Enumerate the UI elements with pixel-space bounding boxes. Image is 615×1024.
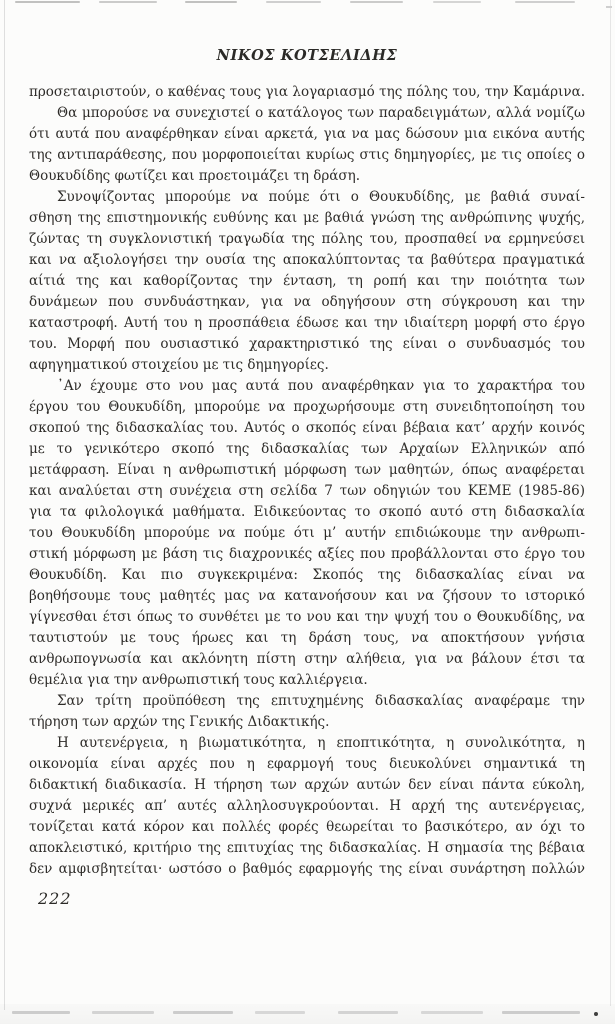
scan-artifact-dash [99,1,157,3]
scan-artifact-dash [185,1,237,3]
text-line: ζώντας τη συγκλονιστική τραγωδία της πόλης του, προσπαθεί να ερμηνεύσει [29,231,585,247]
scan-artifact-dash [421,1011,483,1014]
text-line: σκοπού της διδασκαλίας του. Αυτός ο σκοπός είναι βέβαια κατ’ αρχήν κοινός [29,420,585,436]
text-line: προσεταιριστούν, ο καθένας τους για λογαριασμό της πόλης του, την Καμάρινα. [29,84,585,100]
text-line: διδακτική διαδικασία. Η τήρηση των αρχών αυτών δεν είναι πάντα εύκολη, [29,777,585,793]
text-line: δεν αμφισβητείται· ωστόσο ο βαθμός εφαρμογής της είναι συνάρτηση πολλών [29,861,585,877]
scan-artifact-dot [594,1012,598,1016]
text-line: δυνάμεων που συνδυάστηκαν, για να οδηγήσουν στη σύγκρουση και την [29,294,585,310]
page-right-edge-line [610,0,611,1006]
text-line: του. Μορφή που ουσιαστικό χαρακτηριστικό της είναι ο συνδυασμός του [29,336,585,352]
running-header: ΝΙΚΟΣ ΚΟΤΣΕΛΙΔΗΣ [216,47,398,64]
scan-artifact-dash [92,1011,154,1014]
text-line: τονίζεται κατά κόρον και πολλές φορές θεωρείται το βασικότερο, αν όχι το [29,819,585,835]
text-line: αίτιά της και καθορίζοντας την ένταση, τη ροπή και την ποιότητα των [29,273,585,289]
scan-artifact-dash [266,1,321,3]
text-line: και να αξιολογήσει την ουσία της αποκαλύπτοντας τα βαθύτερα πραγματικά [29,252,585,268]
text-line: ανθρωπογνωσία και ακλόνητη πίστη στην αλήθεια, για να βάλουν έτσι τα [29,651,585,667]
text-line: στική μόρφωση με βάση τις διαχρονικές αξίες που προβάλλονται στο έργο του [29,546,585,562]
scan-artifact-dash [515,1,575,3]
page-body [29,82,585,880]
text-line: ταυτιστούν με τους ήρωες και τη δράση τους, να αποκτήσουν γνήσια [29,630,585,646]
text-line: της αντιπαράθεσης, που μορφοποιείται κυρίως στις δημηγορίες, με τις οποίες ο [29,147,585,163]
text-line: αφηγηματικού στοιχείου με τις δημηγορίες. [29,357,329,373]
text-line: αποκλειστικό, κριτήριο της επιτυχίας της διδασκαλίας. Η σημασία της βέβαια [29,840,585,856]
scan-artifact-dash [338,1011,398,1014]
page-number: 222 [38,889,72,908]
text-line: συχνά μερικές απ’ αυτές αλληλοσυγκρούονται. Η αρχή της αυτενέργειας, [29,798,585,814]
text-line: Θα μπορούσε να συνεχιστεί ο κατάλογος των παραδειγμάτων, αλλά νομίζω [57,105,585,121]
scan-artifact-speck [606,6,612,8]
text-line: έργου του Θουκυδίδη, μπορούμε να προχωρήσουμε στη συνειδητοποίηση του [29,399,585,415]
scan-artifact-dash [173,1011,233,1014]
scan-artifact-dash [433,1,481,3]
text-line: για τα φιλολογικά μαθήματα. Ειδικεύοντας το σκοπό αυτό στη διδασκαλία [29,504,585,520]
scan-artifact-dash [350,1,403,3]
text-line: Συνοψίζοντας μπορούμε να πούμε ότι ο Θουκυδίδης, με βαθιά συναί- [57,189,585,205]
text-line: Θουκυδίδη. Και πιο συγκεκριμένα: Σκοπός της διδασκαλίας είναι να [29,567,585,583]
text-line: σθηση της επιστημονικής ευθύνης και με βαθιά γνώση της ανθρώπινης ψυχής, [29,210,585,226]
text-line: μετάφραση. Είναι η ανθρωπιστική μόρφωση των μαθητών, όπως αναφέρεται [29,462,585,478]
text-line: του Θουκυδίδη μπορούμε να πούμε ότι μ’ αυτήν επιδιώκουμε την ανθρωπι- [29,525,585,541]
text-line: Θουκυδίδης φωτίζει και προετοιμάζει τη δράση. [29,168,361,184]
text-line: ᾿Αν έχουμε στο νου μας αυτά που αναφέρθηκαν για το χαρακτήρα του [57,378,585,394]
text-line: οικονομία είναι αρχές που η εφαρμογή τους διευκολύνει σημαντικά τη [29,756,585,772]
page-bottom-shadow [0,1004,615,1024]
text-line: καταστροφή. Αυτή του η προσπάθεια έδωσε και την ιδιαίτερη μορφή στο έργο [29,315,585,331]
text-line: με το γενικότερο σκοπό της διδασκαλίας των Αρχαίων Ελληνικών από [29,441,585,457]
scan-artifact-dash [15,1,80,3]
text-line: θεμέλια για την ανθρωπιστική τους καλλιέργεια. [29,672,368,688]
text-line: γίγνεσθαι έτσι όπως το συνθέτει με το νου και την ψυχή του ο Θουκυδίδης, να [29,609,585,625]
scan-artifact-dash [12,1011,70,1014]
text-line: Η αυτενέργεια, η βιωματικότητα, η εποπτικότητα, η συνολικότητα, η [57,735,585,751]
text-line: Σαν τρίτη προϋπόθεση της επιτυχημένης διδασκαλίας αναφέραμε την [57,693,585,709]
scan-artifact-dash [502,1011,580,1014]
text-line: βοηθήσουμε τους μαθητές μας να κατανοήσουν και να ζήσουν το ιστορικό [29,588,585,604]
text-line: και αναλύεται στη συνέχεια στη σελίδα 7 των οδηγιών του ΚΕΜΕ (1985-86) [29,483,585,499]
text-line: ότι αυτά που αναφέρθηκαν είναι αρκετά, για να μας δώσουν μια εικόνα αυτής [29,126,585,142]
page-left-edge-line [4,0,5,1010]
text-line: τήρηση των αρχών της Γενικής Διδακτικής. [29,714,330,730]
scan-artifact-dash [255,1011,305,1014]
